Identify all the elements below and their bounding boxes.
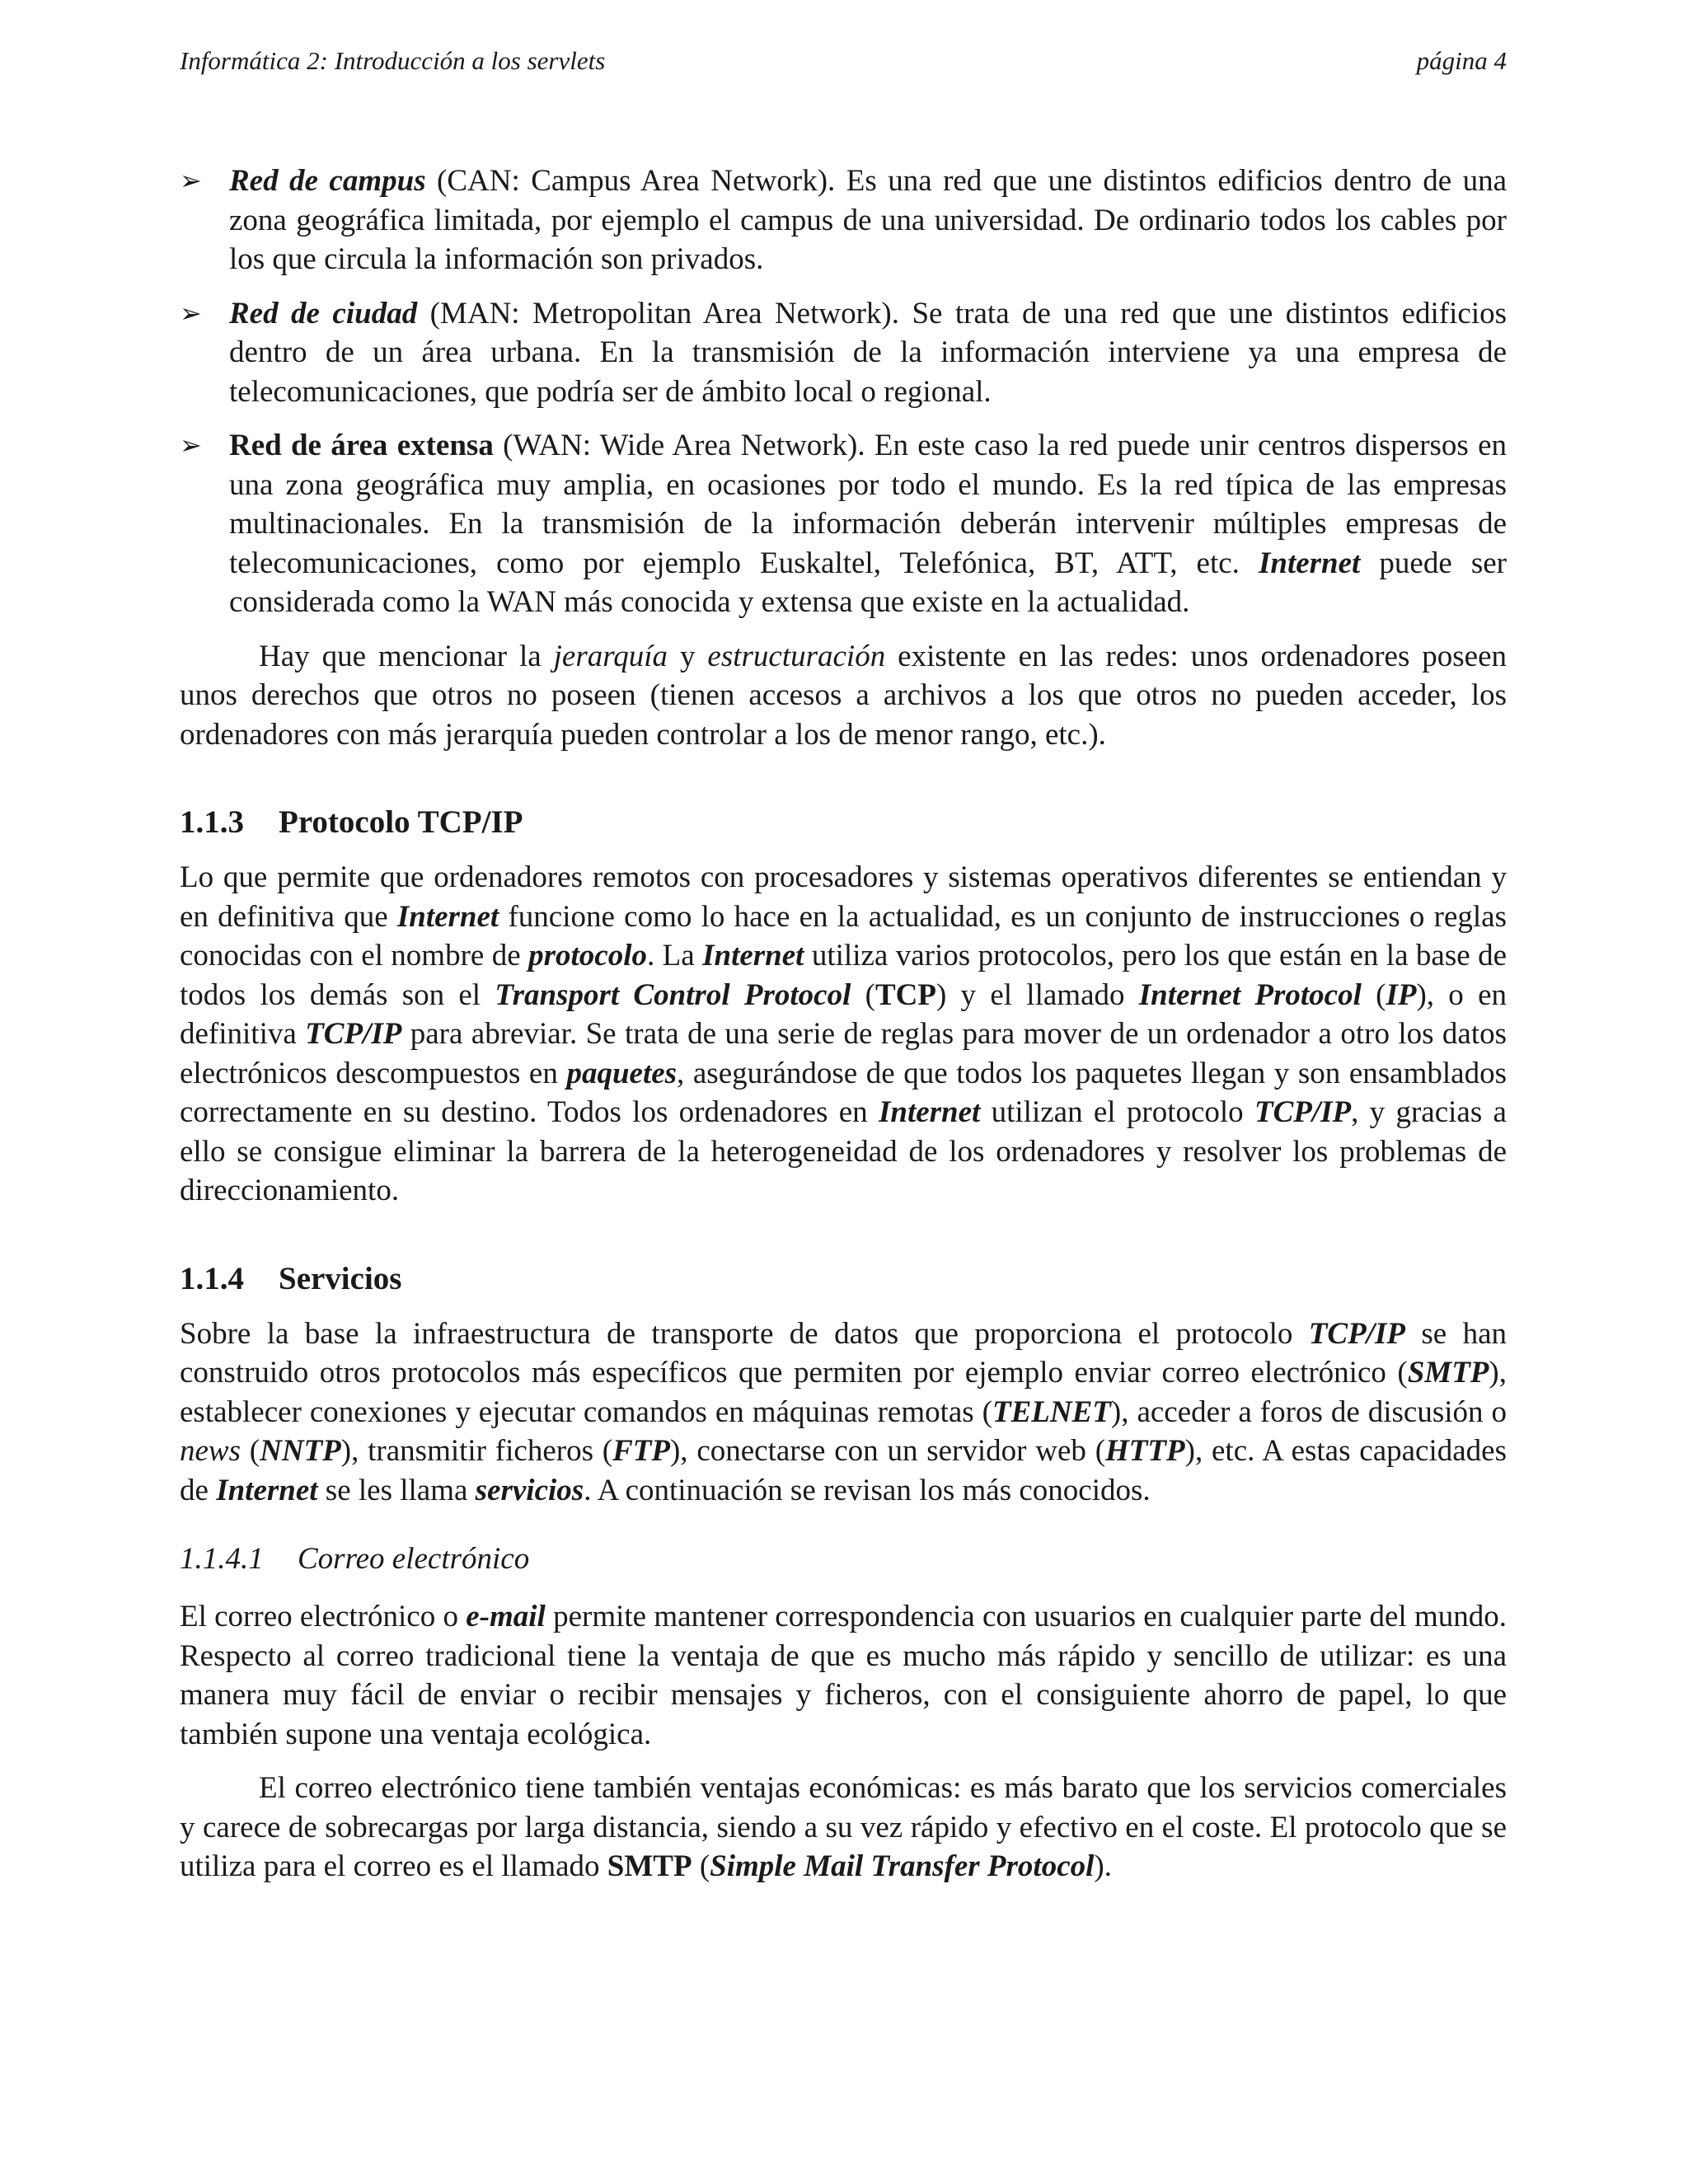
text: . La xyxy=(646,939,703,972)
emphasis-tcpip: TCP/IP xyxy=(1254,1095,1352,1129)
text: ), acceder a foros de discusión o xyxy=(1110,1394,1507,1429)
emphasis-tcpip: TCP/IP xyxy=(1308,1316,1405,1351)
text: existente en las redes: unos ordenadores poseen unos derechos que otros no poseen (tienen accesos a archivos a los que otros no pueden acceder, los ordenadores con más jerarquía pueden controlar a los de menor rango, etc.). xyxy=(180,639,1507,752)
text: ( xyxy=(1361,977,1386,1012)
emphasis-http: HTTP xyxy=(1105,1434,1185,1468)
bullet-text: (MAN: Metropolitan Area Network). Se trata de una red que une distintos edificios dentro de un área urbana. En la transmisión de la información interviene ya una empresa de telecomunicaciones, que podría ser de ámbito local o regional. xyxy=(229,296,1507,409)
emphasis-smtp: SMTP xyxy=(1407,1356,1489,1390)
emphasis-paquetes: paquetes xyxy=(566,1056,678,1090)
text: Sobre la base la infraestructura de transporte de datos que proporciona el protocolo xyxy=(180,1316,1309,1351)
text: se han construido otros protocolos más específicos que permiten por ejemplo enviar correo electrónico ( xyxy=(180,1316,1507,1390)
section-heading-tcp-ip xyxy=(180,802,1507,843)
emphasis-telnet: TELNET xyxy=(992,1394,1111,1429)
paragraph-tcp-ip xyxy=(180,858,1507,1211)
emphasis-servicios: servicios xyxy=(475,1473,584,1507)
text: utilizan el protocolo xyxy=(980,1095,1254,1129)
text: ), transmitir ficheros ( xyxy=(340,1434,613,1468)
text: ( xyxy=(851,977,875,1012)
text: ), etc. A estas capacidades de xyxy=(180,1434,1507,1507)
text: ). xyxy=(1094,1849,1112,1883)
emphasis-estructuracion: estructuración xyxy=(707,639,886,673)
text: , asegurándose de que todos los paquetes llegan y son ensamblados correctamente en su destino. Todos los ordenadores en xyxy=(180,1056,1507,1129)
text: se les llama xyxy=(317,1473,476,1507)
text: ), conectarse con un servidor web ( xyxy=(669,1434,1106,1468)
emphasis-email: e-mail xyxy=(466,1600,546,1633)
text: ( xyxy=(241,1434,260,1468)
text: y xyxy=(668,639,708,673)
section-title: Servicios xyxy=(279,1260,402,1296)
emphasis-jerarquia: jerarquía xyxy=(553,639,668,673)
text: Hay que mencionar la xyxy=(259,639,554,673)
subsection-title: Correo electrónico xyxy=(298,1542,530,1576)
emphasis-internet: Internet xyxy=(702,939,804,972)
header-title: Informática 2: Introducción a los servlets xyxy=(180,46,606,75)
emphasis-internet: Internet xyxy=(216,1473,318,1507)
section-number: 1.1.4 xyxy=(180,1260,244,1296)
page-body xyxy=(180,162,1507,1886)
emphasis-smtp: SMTP xyxy=(607,1849,692,1883)
emphasis-internet: Internet xyxy=(1258,546,1361,580)
text: El correo electrónico o xyxy=(180,1600,467,1633)
text: El correo electrónico tiene también ventajas económicas: es más barato que los servicios comerciales y carece de sobrecargas por larga distancia, siendo a su vez rápido y efectivo en el coste. El protocolo que se utiliza para el correo es el llamado xyxy=(180,1771,1507,1883)
section-title: Protocolo TCP/IP xyxy=(279,804,523,840)
arrow-bullet-icon: ➢ xyxy=(180,165,202,196)
bullet-red-de-ciudad xyxy=(180,294,1507,412)
subsection-heading-correo xyxy=(180,1540,1507,1579)
bullet-term: Red de ciudad xyxy=(229,296,418,330)
emphasis-protocolo: protocolo xyxy=(528,939,647,972)
page-header xyxy=(180,43,1507,79)
bullet-term: Red de área extensa xyxy=(229,429,494,462)
paragraph-servicios xyxy=(180,1315,1507,1511)
header-page-number: página 4 xyxy=(1416,46,1507,75)
text: . A continuación se revisan los más conocidos. xyxy=(584,1473,1151,1507)
text: Lo que permite que ordenadores remotos con procesadores y sistemas operativos diferentes se entiendan y en definitiva que xyxy=(180,860,1507,934)
bullet-term: Red de campus xyxy=(229,164,426,198)
paragraph-email-2 xyxy=(180,1769,1507,1886)
text: ), o en definitiva xyxy=(180,977,1507,1051)
emphasis-ip-full: Internet Protocol xyxy=(1138,977,1362,1012)
emphasis-tcp: TCP xyxy=(874,977,936,1012)
section-heading-servicios xyxy=(180,1258,1507,1300)
bullet-red-de-campus xyxy=(180,162,1507,279)
paragraph-email-1 xyxy=(180,1597,1507,1754)
emphasis-news: news xyxy=(180,1434,241,1468)
arrow-bullet-icon: ➢ xyxy=(180,429,202,461)
emphasis-nntp: NNTP xyxy=(260,1434,341,1468)
emphasis-internet: Internet xyxy=(878,1095,981,1129)
emphasis-ftp: FTP xyxy=(612,1434,670,1468)
text: ), establecer conexiones y ejecutar comandos en máquinas remotas ( xyxy=(180,1356,1507,1429)
emphasis-tcpip: TCP/IP xyxy=(305,1017,402,1051)
bullet-text: (WAN: Wide Area Network). En este caso la red puede unir centros dispersos en una zona geográfica muy amplia, en ocasiones por todo el mundo. Es la red típica de las empresas multinacionales. En la transmisión de la información deberán intervenir múltiples empresas de telecomunicaciones, como por ejemplo Euskaltel, Telefónica, BT, ATT, etc. xyxy=(229,429,1507,580)
paragraph-hierarchy xyxy=(180,637,1507,755)
emphasis-internet: Internet xyxy=(396,899,499,934)
bullet-red-de-area-extensa xyxy=(180,426,1507,622)
subsection-number: 1.1.4.1 xyxy=(180,1542,264,1576)
emphasis-tcp-full: Transport Control Protocol xyxy=(495,977,851,1012)
text: , y gracias a ello se consigue eliminar la barrera de la heterogeneidad de los ordenadores y resolver los problemas de direccionamiento. xyxy=(180,1095,1507,1207)
bullet-text: (CAN: Campus Area Network). Es una red que une distintos edificios dentro de una zona geográfica limitada, por ejemplo el campus de una universidad. De ordinario todos los cables por los que circula la información son privados. xyxy=(229,164,1507,276)
emphasis-ip: IP xyxy=(1386,977,1417,1012)
text: ) y el llamado xyxy=(935,977,1139,1012)
text: permite mantener correspondencia con usuarios en cualquier parte del mundo. Respecto al correo tradicional tiene la ventaja de que es mucho más rápido y sencillo de utilizar: es una manera muy fácil de enviar o recibir mensajes y ficheros, con el consiguiente ahorro de papel, lo que también supone una ventaja ecológica. xyxy=(180,1600,1507,1751)
arrow-bullet-icon: ➢ xyxy=(180,297,202,329)
section-number: 1.1.3 xyxy=(180,804,244,840)
text: para abreviar. Se trata de una serie de reglas para mover de un ordenador a otro los datos electrónicos descompuestos en xyxy=(180,1017,1507,1090)
text: utiliza varios protocolos, pero los que están en la base de todos los demás son el xyxy=(180,939,1507,1012)
bullet-text: puede ser considerada como la WAN más conocida y extensa que existe en la actualidad. xyxy=(229,546,1507,619)
text: funcione como lo hace en la actualidad, es un conjunto de instrucciones o reglas conocidas con el nombre de xyxy=(180,899,1507,972)
text: ( xyxy=(692,1849,710,1883)
emphasis-smtp-full: Simple Mail Transfer Protocol xyxy=(710,1849,1095,1883)
